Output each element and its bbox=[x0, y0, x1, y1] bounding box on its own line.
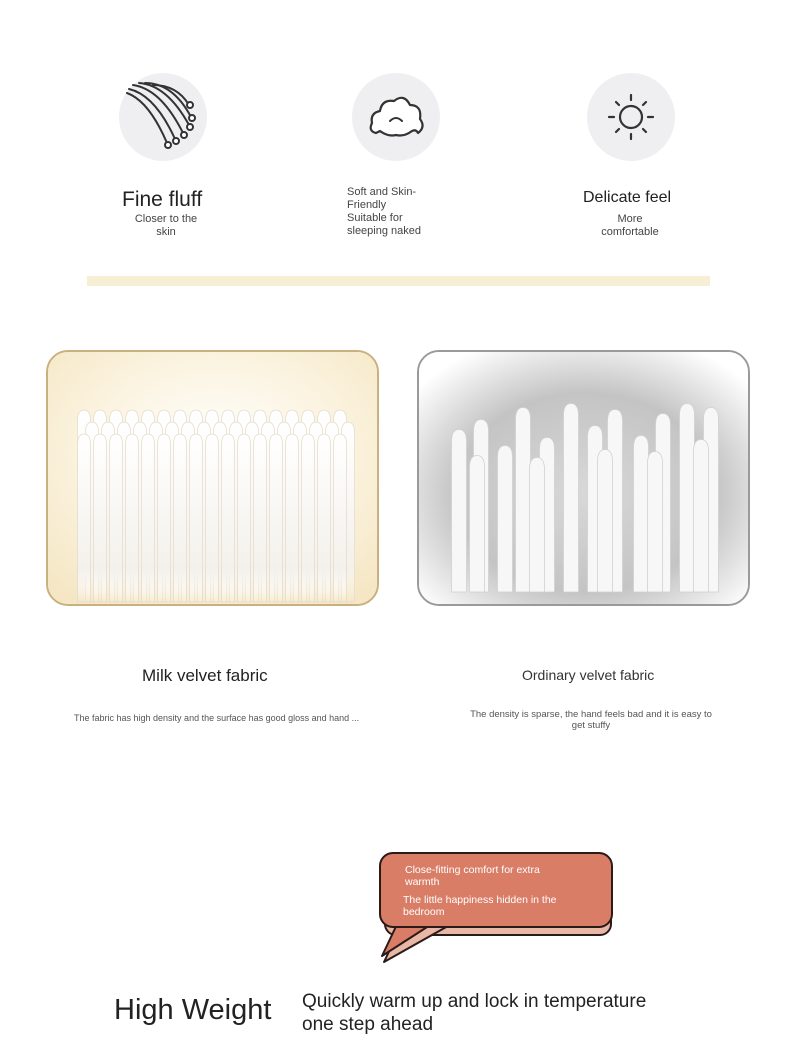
velvet-fiber bbox=[222, 434, 235, 602]
cream-divider-bar bbox=[87, 276, 710, 286]
velvet-fiber bbox=[238, 434, 251, 602]
velvet-fiber bbox=[694, 440, 709, 593]
bubble-line-warmth: Close-fitting comfort for extra warmth bbox=[405, 864, 540, 888]
velvet-fiber bbox=[452, 430, 467, 593]
velvet-fiber bbox=[498, 446, 513, 593]
velvet-fiber bbox=[254, 434, 267, 602]
velvet-fiber bbox=[126, 434, 139, 602]
milk-velvet-description: The fabric has high density and the surface has good gloss and hand ... bbox=[74, 713, 360, 723]
feature-subtitle-delicate-feel: More comfortable bbox=[601, 213, 659, 238]
milk-velvet-title: Milk velvet fabric bbox=[142, 666, 268, 685]
sun-icon bbox=[587, 73, 675, 161]
milk-velvet-image bbox=[46, 350, 379, 606]
velvet-fiber bbox=[302, 434, 315, 602]
fluff-fibers-icon bbox=[119, 73, 207, 161]
ordinary-velvet-image bbox=[417, 350, 750, 606]
velvet-fiber bbox=[142, 434, 155, 602]
feature-subtitle-soft-skin-friendly: Soft and Skin- Friendly Suitable for sleeping naked bbox=[347, 186, 422, 237]
velvet-fiber bbox=[286, 434, 299, 602]
velvet-fiber bbox=[470, 456, 485, 593]
velvet-fiber bbox=[270, 434, 283, 602]
velvet-fiber bbox=[680, 404, 695, 593]
feature-subtitle-fine-fluff: Closer to the skin bbox=[134, 213, 198, 238]
cloud-face-icon bbox=[352, 73, 440, 161]
ordinary-velvet-description: The density is sparse, the hand feels bad and it is easy to get stuffy bbox=[470, 709, 712, 731]
velvet-fiber bbox=[516, 408, 531, 593]
high-weight-description: Quickly warm up and lock in temperature one step ahead bbox=[302, 991, 647, 1035]
velvet-fiber bbox=[318, 434, 331, 602]
velvet-fiber bbox=[564, 404, 579, 593]
velvet-fiber bbox=[78, 434, 91, 602]
feature-title-fine-fluff: Fine fluff bbox=[122, 188, 203, 211]
feature-title-delicate-feel: Delicate feel bbox=[583, 189, 672, 206]
velvet-fiber bbox=[190, 434, 203, 602]
velvet-fiber bbox=[174, 434, 187, 602]
velvet-fiber bbox=[94, 434, 107, 602]
velvet-fiber bbox=[634, 436, 649, 593]
velvet-fiber bbox=[648, 452, 663, 593]
velvet-fiber bbox=[206, 434, 219, 602]
velvet-fiber bbox=[110, 434, 123, 602]
high-weight-title: High Weight bbox=[114, 994, 272, 1026]
velvet-fiber bbox=[598, 450, 613, 593]
bubble-line-happiness: The little happiness hidden in the bedroom bbox=[403, 894, 557, 918]
velvet-fiber bbox=[530, 458, 545, 593]
velvet-fiber bbox=[334, 434, 347, 602]
velvet-fiber bbox=[158, 434, 171, 602]
ordinary-velvet-title: Ordinary velvet fabric bbox=[522, 667, 655, 683]
